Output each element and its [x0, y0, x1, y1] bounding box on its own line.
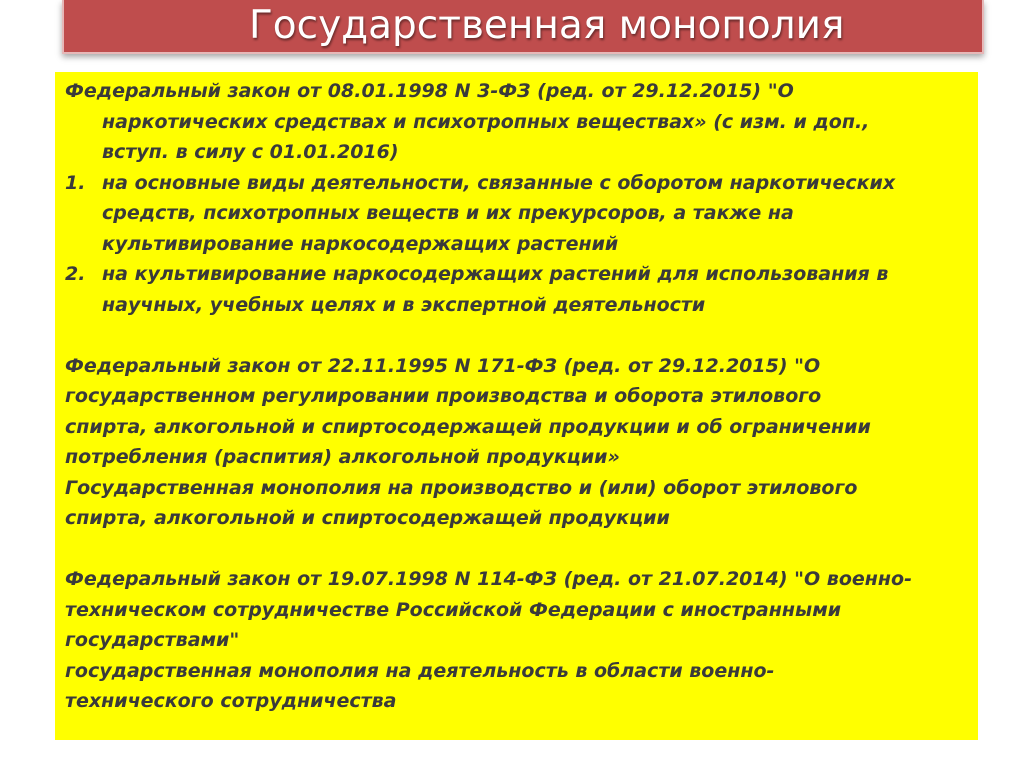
law-3-line: техническом сотрудничестве Российской Федерации с иностранными — [65, 598, 842, 621]
list-item-body — [102, 259, 970, 320]
text-block — [65, 76, 970, 717]
list-item-line: на основные виды деятельности, связанные с оборотом наркотических — [102, 171, 896, 194]
list-item-body — [102, 168, 970, 260]
law-2-line: Государственная монополия на производство и (или) оборот этилового — [65, 476, 858, 499]
law-3-line: государственная монополия на деятельность в области военно- — [65, 659, 775, 682]
law-1-heading-line: вступ. в силу с 01.01.2016) — [102, 141, 399, 163]
list-number: 1. — [65, 171, 86, 194]
paragraph-gap — [65, 534, 970, 565]
law-2 — [65, 351, 970, 534]
law-3-line: государствами" — [65, 629, 240, 651]
law-2-line: государственном регулировании производства и оборота этилового — [65, 385, 822, 407]
list-item — [65, 168, 970, 260]
title-bar — [62, 0, 984, 54]
paragraph-gap — [65, 320, 970, 351]
law-3-line: Федеральный закон от 19.07.1998 N 114-ФЗ (ред. от 21.07.2014) "О военно- — [65, 568, 912, 590]
law-3-line: технического сотрудничества — [65, 690, 397, 712]
law-1 — [65, 76, 970, 320]
list-item-line: научных, учебных целях и в экспертной деятельности — [102, 293, 706, 316]
law-2-line: Федеральный закон от 22.11.1995 N 171-ФЗ (ред. от 29.12.2015) "О — [65, 354, 821, 377]
law-1-heading-line: наркотических средствах и психотропных веществах» (с изм. и доп., — [102, 110, 870, 133]
content-box — [55, 72, 978, 740]
law-2-line: потребления (распития) алкогольной продукции» — [65, 446, 620, 468]
list-item-line: культивирование наркосодержащих растений — [102, 232, 619, 255]
list-item — [65, 259, 970, 320]
slide-title: Государственная монополия — [249, 3, 845, 48]
list-item-line: на культивирование наркосодержащих растений для использования в — [102, 263, 889, 285]
law-3 — [65, 564, 970, 717]
law-2-line: спирта, алкогольной и спиртосодержащей продукции и об ограничении — [65, 415, 871, 438]
law-2-line: спирта, алкогольной и спиртосодержащей продукции — [65, 507, 670, 529]
list-item-line: средств, психотропных веществ и их прекурсоров, а также на — [102, 202, 794, 224]
law-1-heading-line: Федеральный закон от 08.01.1998 N 3-ФЗ (ред. от 29.12.2015) "О — [65, 80, 794, 102]
list-number: 2. — [65, 263, 86, 285]
